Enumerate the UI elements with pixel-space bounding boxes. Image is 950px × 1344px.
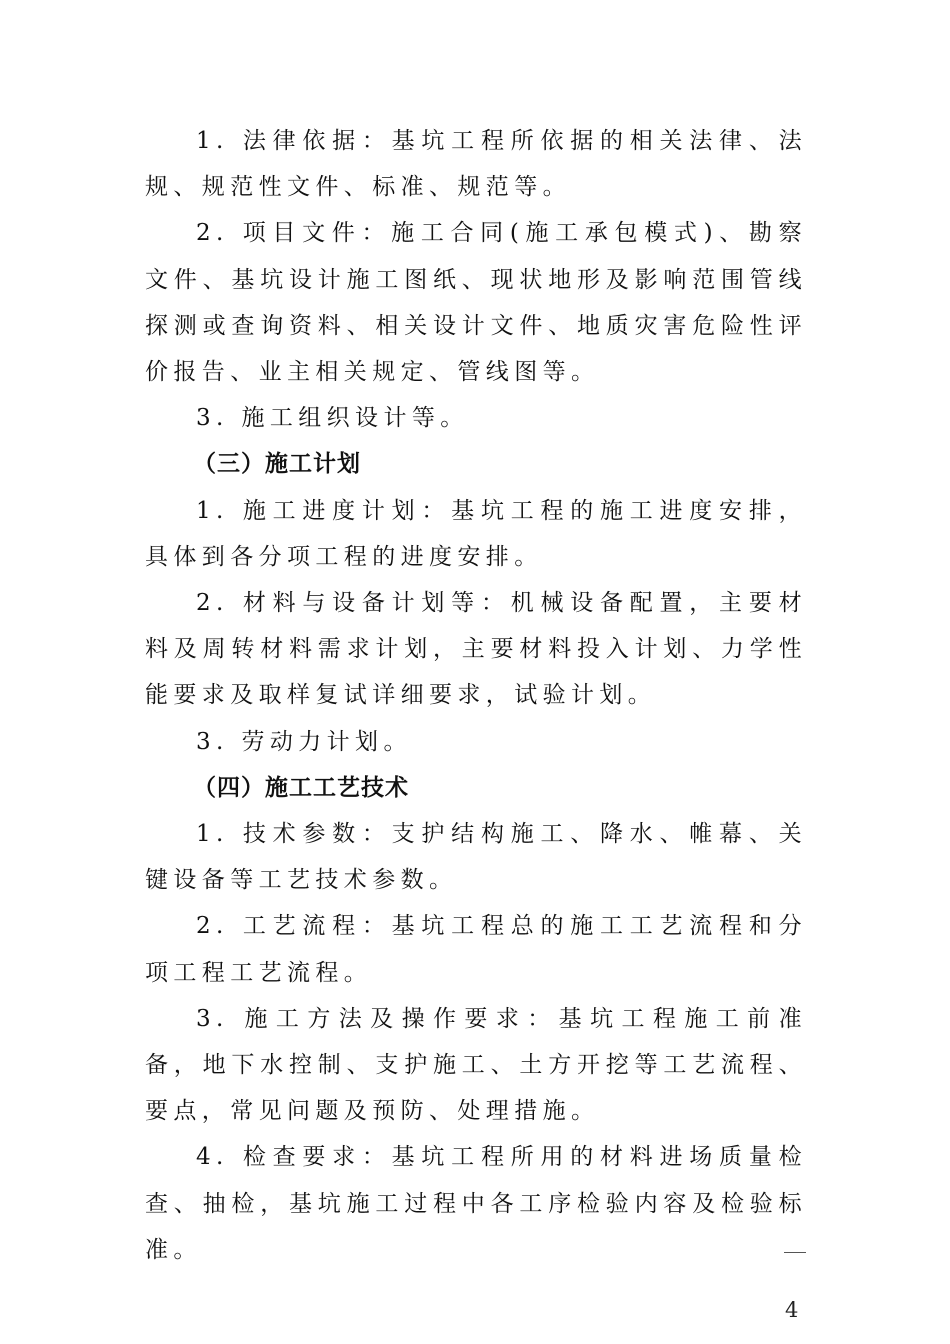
paragraph-inspection-requirements: 4. 检查要求：基坑工程所用的材料进场质量检查、抽检，基坑施工过程中各工序检验内容及检验标准。 <box>145 1144 807 1263</box>
paragraph-legal-basis: 1. 法律依据：基坑工程所依据的相关法律、法规、规范性文件、标准、规范等。 <box>145 128 807 201</box>
paragraph-material-equipment-plan: 2. 材料与设备计划等：机械设备配置，主要材料及周转材料需求计划，主要材料投入计划、力学性能要求及取样复试详细要求，试验计划。 <box>145 590 807 709</box>
section-heading-construction-technology: （四）施工工艺技术 <box>193 774 409 801</box>
page-number: 4 <box>785 1298 799 1322</box>
paragraph-construction-org-design: 3. 施工组织设计等。 <box>196 405 469 432</box>
paragraph-process-flow: 2. 工艺流程：基坑工程总的施工工艺流程和分项工程工艺流程。 <box>145 913 807 986</box>
paragraph-schedule-plan: 1. 施工进度计划：基坑工程的施工进度安排，具体到各分项工程的进度安排。 <box>145 497 807 570</box>
page-footer-dash <box>784 1252 806 1254</box>
document-body <box>145 118 807 1273</box>
section-heading-construction-plan: （三）施工计划 <box>193 451 361 478</box>
paragraph-construction-methods: 3. 施工方法及操作要求：基坑工程施工前准备，地下水控制、支护施工、土方开挖等工艺流程、要点，常见问题及预防、处理措施。 <box>145 1005 807 1125</box>
paragraph-technical-parameters: 1. 技术参数：支护结构施工、降水、帷幕、关键设备等工艺技术参数。 <box>145 821 807 894</box>
paragraph-project-files: 2. 项目文件：施工合同(施工承包模式)、勘察文件、基坑设计施工图纸、现状地形及影响范围管线探测或查询资料、相关设计文件、地质灾害危险性评价报告、业主相关规定、管线图等。 <box>145 220 807 386</box>
paragraph-labor-plan: 3. 劳动力计划。 <box>196 728 412 755</box>
